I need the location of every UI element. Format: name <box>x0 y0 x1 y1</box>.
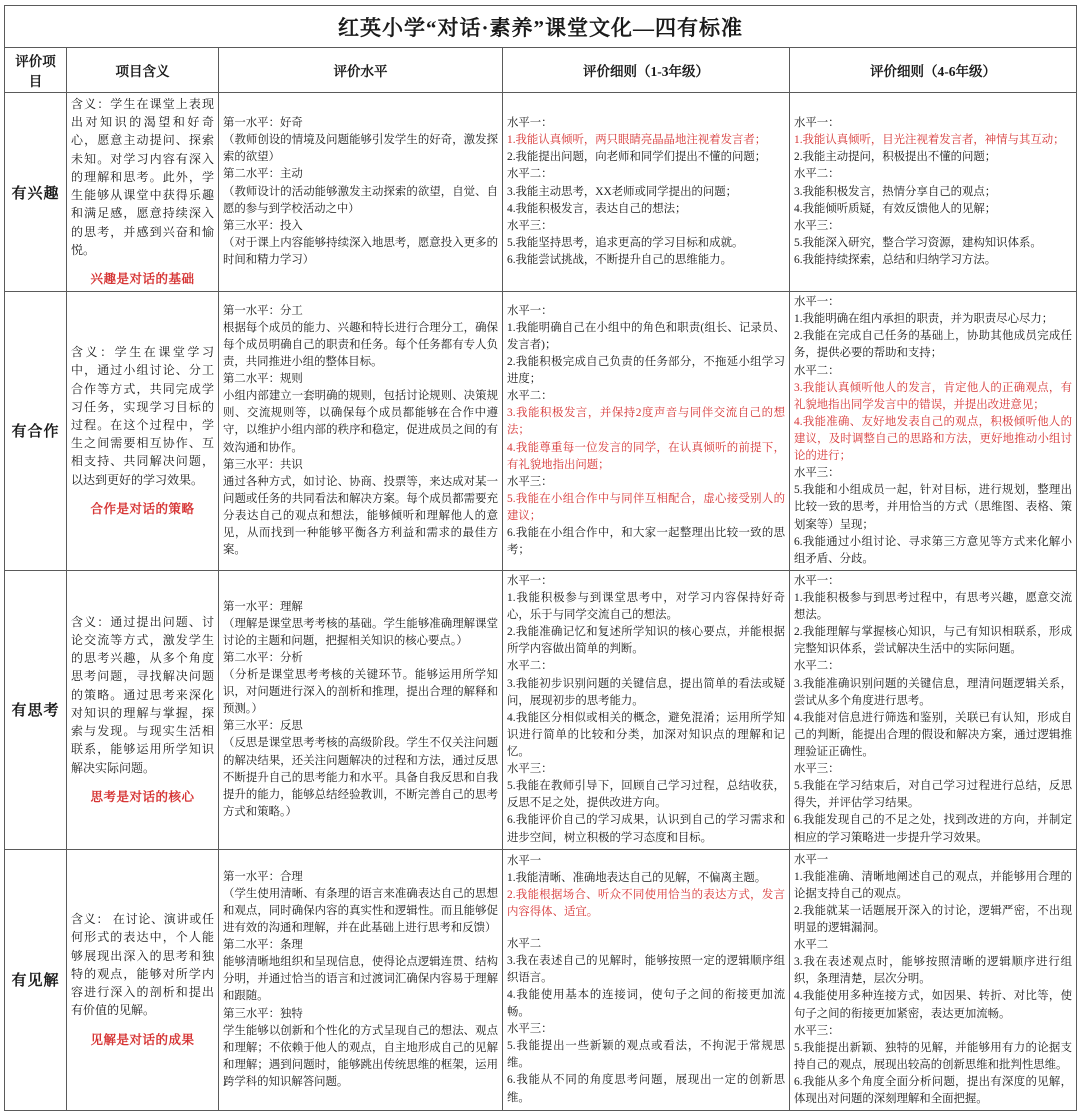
item-slogan: 思考是对话的核心 <box>90 789 195 804</box>
evaluation-level-cell <box>219 570 503 849</box>
evaluation-level-line: （理解是课堂思考考核的基础。学生能够准确理解课堂讨论的主题和问题，把握相关知识的核心要点。） <box>223 617 498 647</box>
rule-line: 5.我能提出一些新颖的观点或看法，不拘泥于常规思维。 <box>507 1040 785 1070</box>
rules-grade-4-6-cell <box>790 570 1077 849</box>
rule-line: 2.我能理解与掌握核心知识，与己有知识相联系，形成完整知识体系，尝试解决生活中的实际问题。 <box>794 626 1073 656</box>
evaluation-level-line: 第二水平：条理 <box>223 939 303 952</box>
rule-line: 水平三： <box>507 1023 553 1036</box>
evaluation-level-line: 第二水平：规则 <box>223 373 303 386</box>
rule-line: 1.我能积极参与到课堂思考中，对学习内容保持好奇心，乐于与同学交流自己的想法。 <box>507 591 785 622</box>
rule-line: 2.我能提出问题，向老师和同学们提出不懂的问题； <box>507 151 767 164</box>
rules-grade-1-3-cell <box>503 570 790 849</box>
rule-line: 6.我能持续探索，总结和归纳学习方法。 <box>794 253 997 266</box>
header-rules-grade-4-6: 评价细则（4-6年级） <box>790 48 1077 93</box>
evaluation-level-line: 第二水平：分析 <box>223 651 303 664</box>
rule-line: 水平三： <box>794 1024 840 1037</box>
evaluation-level-line: 第一水平：好奇 <box>223 117 303 130</box>
evaluation-level-line: （教师设计的活动能够激发主动探索的欲望，自觉、自愿的参与到学校活动之中） <box>223 185 498 215</box>
rule-line: 2.我能根据场合、听众不同使用恰当的表达方式，发言内容得体、适宜。 <box>507 889 785 919</box>
rule-line: 水平一 <box>507 855 542 868</box>
evaluation-item-name: 有思考 <box>5 570 67 849</box>
rule-line: 水平三： <box>507 763 553 776</box>
rule-line: 5.我能在小组合作中与同伴互相配合，虚心接受别人的建议； <box>507 492 785 522</box>
rule-line: 3.我在表述自己的见解时，能够按照一定的逻辑顺序组织语言。 <box>507 954 785 984</box>
rule-line: 5.我能在学习结束后，对自己学习过程进行总结，反思得失，并评估学习结果。 <box>794 780 1073 810</box>
evaluation-level-line: （分析是课堂思考考核的关键环节。能够运用所学知识，对问题进行深入的剖析和推理，提出合理的解释和预测。） <box>223 668 498 716</box>
rule-line: 4.我能区分相似或相关的概念，避免混淆；运用所学知识进行简单的比较和分类，加深对知识点的理解和记忆。 <box>507 711 785 758</box>
evaluation-level-line: （学生使用清晰、有条理的语言来准确表达自己的思想和观点，同时确保内容的真实性和逻辑性。而且能够促进有效的沟通和理解，并在此基础上进行思考和反馈） <box>223 887 498 935</box>
header-evaluation-level: 评价水平 <box>219 48 503 93</box>
header-evaluation-item: 评价项目 <box>5 48 67 93</box>
rule-line: 1.我能认真倾听，目光注视着发言者，神情与其互动； <box>794 134 1065 147</box>
rule-line: 4.我能积极发言，表达自己的想法； <box>507 202 687 215</box>
rule-line: 3.我能积极发言，并保持2度声音与同伴交流自己的想法； <box>507 407 785 437</box>
rule-line: 3.我能认真倾听他人的发言，肯定他人的正确观点，有礼貌地指出同学发言中的错误，并提出改进意见； <box>794 381 1073 411</box>
rule-line: 水平二： <box>794 660 840 673</box>
rule-line: 水平二： <box>507 660 553 673</box>
rule-line: 3.我在表述观点时，能够按照清晰的逻辑顺序进行组织，条理清楚，层次分明。 <box>794 956 1073 986</box>
rules-grade-4-6-cell <box>790 93 1077 292</box>
rule-line: 水平一： <box>794 574 840 587</box>
item-meaning-text: 含义：学生在课堂学习中，通过小组讨论、分工合作等方式，共同完成学习任务，实现学习目标的过程。在这个过程中，学生之间需要相互协作、互相支持、共同解决问题，以达到更好的学习效果。 <box>71 345 214 487</box>
item-meaning-cell <box>67 292 219 571</box>
evaluation-level-line: 第一水平：理解 <box>223 600 303 613</box>
rule-line: 水平三： <box>507 475 553 488</box>
evaluation-level-line: 第二水平：主动 <box>223 168 303 181</box>
evaluation-level-line: 根据每个成员的能力、兴趣和特长进行合理分工，确保每个成员明确自己的职责和任务。每个任务都有专人负责，共同推进小组的整体目标。 <box>223 321 498 368</box>
rule-line: 水平一： <box>507 117 553 130</box>
rule-line: 5.我能提出新颖、独特的见解，并能够用有力的论据支持自己的观点，展现出较高的创新思维和批判性思维。 <box>794 1041 1073 1071</box>
item-meaning-cell <box>67 93 219 292</box>
evaluation-item-name: 有兴趣 <box>5 93 67 292</box>
evaluation-level-line: （对于课上内容能够持续深入地思考，愿意投入更多的时间和精力学习） <box>223 236 498 266</box>
rule-line: 5.我能在教师引导下，回顾自己学习过程，总结收获，反思不足之处，提供改进方向。 <box>507 780 785 810</box>
evaluation-level-line: 通过各种方式，如讨论、协商、投票等，来达成对某一问题或任务的共同看法和解决方案。每个成员都需要充分表达自己的观点和想法，能够倾听和理解他人的意见，从而找到一种能够平衡各方利益和需求的最佳方案。 <box>223 475 498 557</box>
rules-grade-4-6-cell <box>790 292 1077 571</box>
item-meaning-cell <box>67 570 219 849</box>
evaluation-level-cell <box>219 292 503 571</box>
header-rules-grade-1-3: 评价细则（1-3年级） <box>503 48 790 93</box>
rule-line: 6.我能从不同的角度思考问题，展现出一定的创新思维。 <box>507 1074 785 1104</box>
evaluation-level-cell <box>219 93 503 292</box>
rule-line: 6.我能发现自己的不足之处，找到改进的方向，并制定相应的学习策略进一步提升学习效果。 <box>794 814 1073 844</box>
rule-line: 2.我能主动提问，积极提出不懂的问题； <box>794 151 997 164</box>
rules-grade-1-3-cell <box>503 849 790 1111</box>
rule-line: 1.我能认真倾听，两只眼睛亮晶晶地注视着发言者； <box>507 134 767 147</box>
rule-line: 水平三： <box>794 763 840 776</box>
evaluation-level-line: （反思是课堂思考考核的高级阶段。学生不仅关注问题的解决结果，还关注问题解决的过程和方法，通过反思不断提升自己的思考能力和水平。具备自我反思和自我提升的能力，能够总结经验教训，不断完善自己的思考方式和策略。） <box>223 737 498 818</box>
rule-line: 水平一： <box>794 296 840 309</box>
rule-line: 2.我能就某一话题展开深入的讨论，逻辑严密，不出现明显的逻辑漏洞。 <box>794 904 1073 935</box>
rule-line: 4.我能尊重每一位发言的同学，在认真倾听的前提下，有礼貌地指出问题； <box>507 441 785 471</box>
evaluation-item-name: 有合作 <box>5 292 67 571</box>
evaluation-level-line: 能够清晰地组织和呈现信息，使得论点逻辑连贯、结构分明，并通过恰当的语言和过渡词汇确保内容易于理解和跟随。 <box>223 956 498 1003</box>
table-row <box>5 849 1077 1111</box>
item-slogan: 合作是对话的策略 <box>90 501 195 516</box>
title-row <box>5 6 1077 48</box>
rule-line: 6.我能尝试挑战，不断提升自己的思维能力。 <box>507 253 732 266</box>
table-row <box>5 93 1077 292</box>
rule-line: 3.我能主动思考，XX老师或同学提出的问题； <box>507 185 738 198</box>
rule-line: 2.我能在完成自己任务的基础上，协助其他成员完成任务，提供必要的帮助和支持； <box>794 330 1073 360</box>
evaluation-level-line: 第三水平：反思 <box>223 720 303 733</box>
evaluation-level-line: 第三水平：投入 <box>223 219 303 232</box>
evaluation-level-line: （教师创设的情境及问题能够引发学生的好奇，激发探索的欲望） <box>223 134 498 164</box>
rule-line: 水平一 <box>794 853 829 866</box>
evaluation-level-line: 小组内部建立一套明确的规则，包括讨论规则、决策规则、交流规则等，以确保每个成员都能够在合作中遵守，以维护小组内部的秩序和稳定，促进成员之间的有效沟通和协作。 <box>223 390 498 454</box>
rule-line: 2.我能积极完成自己负责的任务部分，不拖延小组学习进度； <box>507 355 785 386</box>
rules-grade-4-6-cell <box>790 849 1077 1111</box>
rule-line: 4.我能使用基本的连接词，使句子之间的衔接更加流畅。 <box>507 988 785 1019</box>
item-meaning-text: 含义：学生在课堂上表现出对知识的渴望和好奇心，愿意主动提问、探索未知。对学习内容有深入的理解和思考。此外，学生能够从课堂中获得乐趣和满足感，愿意持续深入的思考，并感到兴奋和愉悦。 <box>71 97 214 257</box>
rules-grade-1-3-cell <box>503 292 790 571</box>
item-meaning-text: 含义： 在讨论、演讲或任何形式的表达中，个人能够展现出深入的思考和独特的观点，能够对所学内容进行深入的剖析和提出有价值的见解。 <box>71 912 214 1018</box>
rule-line: 6.我能从多个角度全面分析问题，提出有深度的见解，体现出对问题的深刻理解和全面把握。 <box>794 1076 1073 1106</box>
evaluation-item-name: 有见解 <box>5 849 67 1111</box>
rule-line: 1.我能积极参与到思考过程中，有思考兴趣，愿意交流想法。 <box>794 591 1073 622</box>
rule-line: 4.我能倾听质疑，有效反馈他人的见解； <box>794 202 997 215</box>
rule-line: 水平一： <box>507 574 553 587</box>
rule-line: 水平二： <box>794 364 840 377</box>
rule-line: 6.我能在小组合作中，和大家一起整理出比较一致的思考； <box>507 527 785 557</box>
header-row <box>5 48 1077 93</box>
evaluation-level-cell <box>219 849 503 1111</box>
rule-line: 水平三： <box>794 219 840 232</box>
document-title: 红英小学“对话·素养”课堂文化—四有标准 <box>5 6 1077 48</box>
rule-line: 3.我能准确识别问题的关键信息，理清问题逻辑关系，尝试从多个角度进行思考。 <box>794 677 1073 707</box>
rule-line: 6.我能通过小组讨论、寻求第三方意见等方式来化解小组矛盾、分歧。 <box>794 535 1073 565</box>
rule-line: 5.我能和小组成员一起，针对目标，进行规划，整理出比较一致的思考，并用恰当的方式（思维图、表格、策划案等）呈现； <box>794 484 1073 531</box>
table-row <box>5 292 1077 571</box>
rule-line: 水平二 <box>507 937 542 950</box>
rule-line: 1.我能明确自己在小组中的角色和职责(组长、记录员、发言者)； <box>507 321 785 351</box>
rule-line: 3.我能初步识别问题的关键信息，提出简单的看法或疑问，展现初步的思考能力。 <box>507 677 785 707</box>
item-slogan: 兴趣是对话的基础 <box>90 272 195 287</box>
table-body <box>5 93 1077 1111</box>
evaluation-level-line: 第一水平：合理 <box>223 870 303 883</box>
rule-line: 水平三： <box>794 467 840 480</box>
rule-line: 2.我能准确记忆和复述所学知识的核心要点，并能根据所学内容做出简单的判断。 <box>507 626 785 656</box>
rule-line: 4.我能对信息进行筛选和鉴别，关联已有认知，形成自己的判断，能提出合理的假设和解决方案，通过逻辑推理验证正确性。 <box>794 711 1073 758</box>
rule-line: 水平一： <box>794 117 840 130</box>
rule-line: 4.我能准确、友好地发表自己的观点，积极倾听他人的建议，及时调整自己的思路和方法，更好地推动小组讨论的进行； <box>794 415 1073 463</box>
standards-table <box>4 5 1077 1111</box>
rule-line: 水平二： <box>507 168 553 181</box>
rule-line: 5.我能坚持思考，追求更高的学习目标和成就。 <box>507 236 744 249</box>
header-item-meaning: 项目含义 <box>67 48 219 93</box>
rule-line: 1.我能清晰、准确地表达自己的见解，不偏离主题。 <box>507 872 767 885</box>
rule-line: 水平三： <box>507 219 553 232</box>
rule-line <box>507 922 785 936</box>
evaluation-level-line: 第三水平：共识 <box>223 458 303 471</box>
rule-line: 1.我能明确在组内承担的职责，并为职责尽心尽力； <box>794 313 1054 326</box>
rule-line: 水平二： <box>507 390 553 403</box>
table-row <box>5 570 1077 849</box>
item-slogan: 见解是对话的成果 <box>90 1032 195 1047</box>
evaluation-level-line: 第一水平：分工 <box>223 304 303 317</box>
evaluation-level-line: 第三水平：独特 <box>223 1007 303 1020</box>
rule-line: 4.我能使用多种连接方式，如因果、转折、对比等，使句子之间的衔接更加紧密，表达更加流畅。 <box>794 990 1073 1020</box>
item-meaning-cell <box>67 849 219 1111</box>
rule-line: 3.我能积极发言，热情分享自己的观点； <box>794 185 997 198</box>
rule-line: 水平二 <box>794 939 829 952</box>
rules-grade-1-3-cell <box>503 93 790 292</box>
item-meaning-text: 含义：通过提出问题、讨论交流等方式，激发学生的思考兴趣，从多个角度思考问题，寻找解决问题的策略。通过思考来深化对知识的理解与掌握，探索与发现。与现实生活相联系，能够运用所学知识解决实际问题。 <box>71 614 214 775</box>
rule-line: 1.我能准确、清晰地阐述自己的观点，并能够用合理的论据支持自己的观点。 <box>794 870 1073 900</box>
rule-line: 5.我能深入研究，整合学习资源，建构知识体系。 <box>794 236 1042 249</box>
rule-line: 6.我能评价自己的学习成果，认识到自己的学习需求和进步空间，树立积极的学习态度和目标。 <box>507 814 785 844</box>
rule-line: 水平一： <box>507 304 553 317</box>
evaluation-level-line: 学生能够以创新和个性化的方式呈现自己的想法、观点和理解；不依赖于他人的观点，自主地形成自己的见解和理解；遇到问题时，能够跳出传统思维的框架，运用跨学科的知识解答问题。 <box>223 1024 498 1089</box>
rule-line: 水平二： <box>794 168 840 181</box>
